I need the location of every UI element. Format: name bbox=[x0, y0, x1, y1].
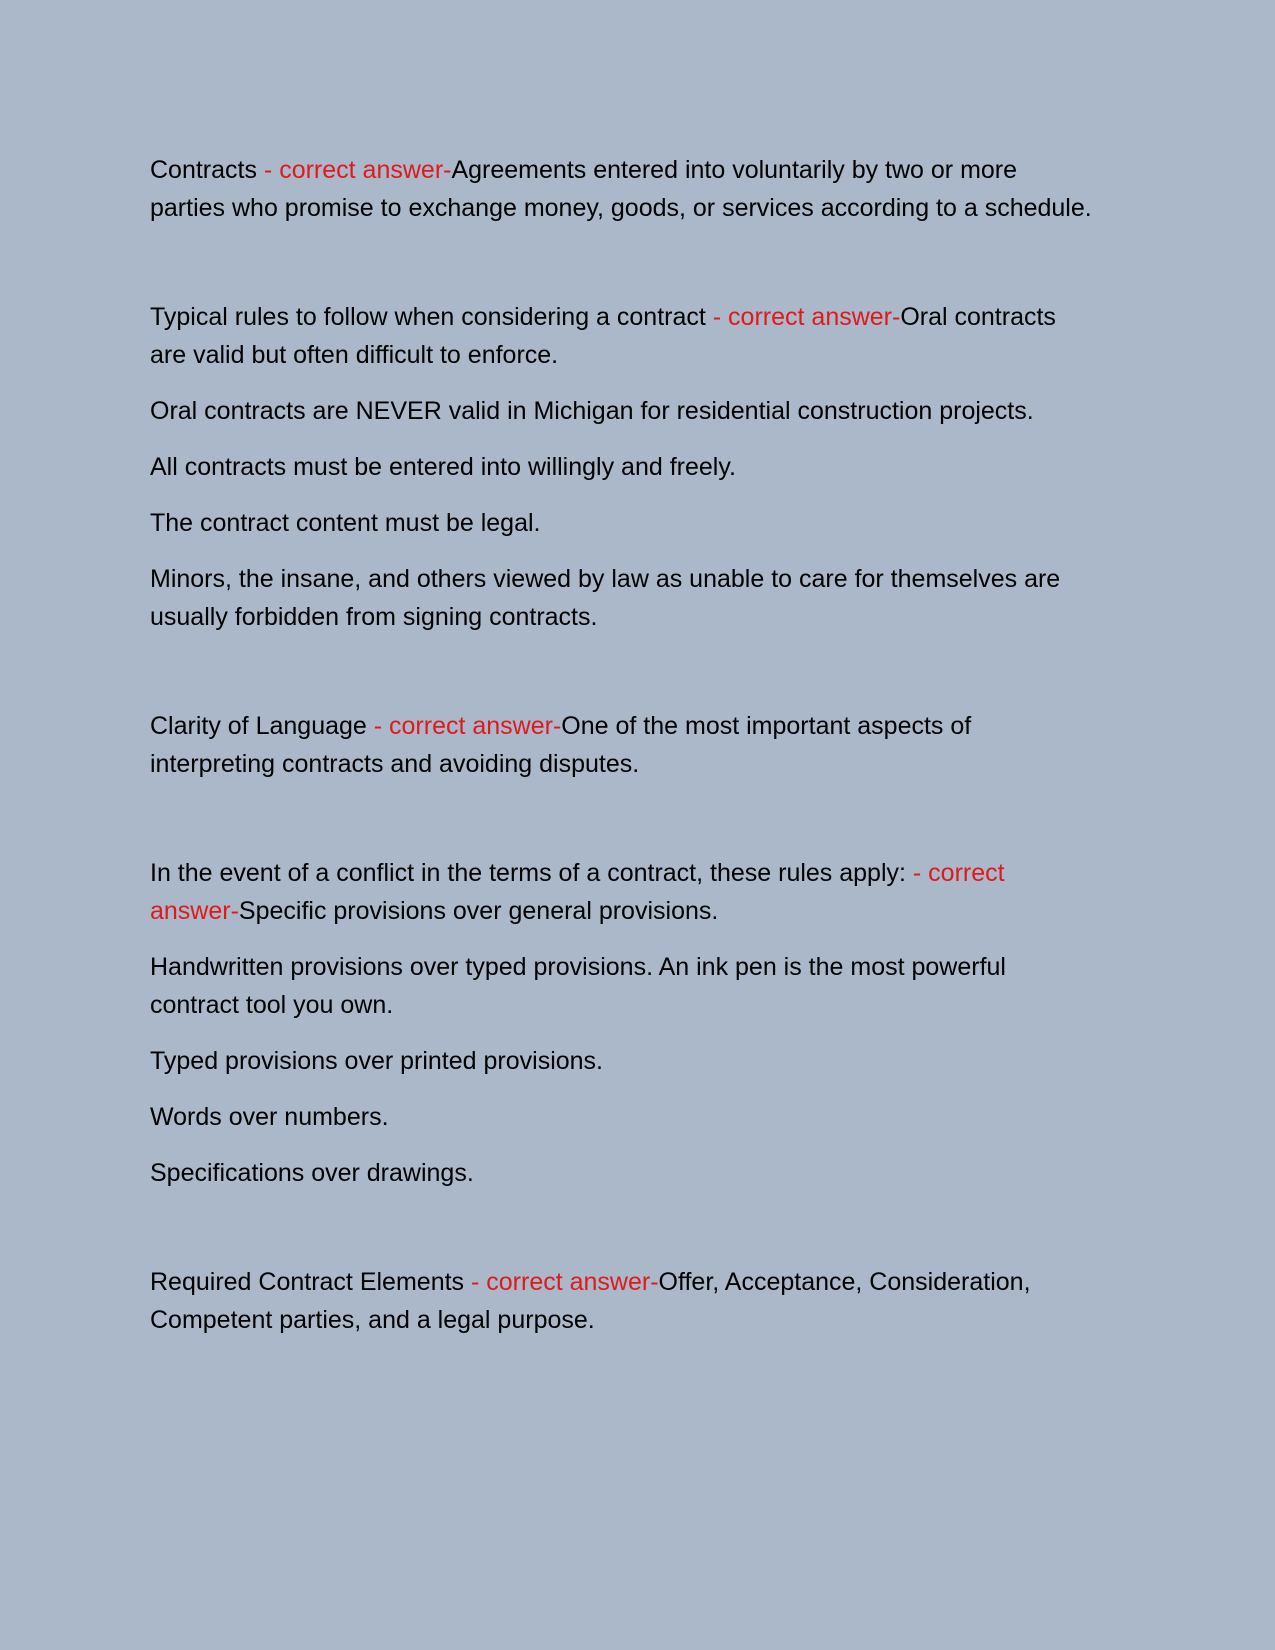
correct-answer-marker: - correct answer- bbox=[256, 156, 452, 184]
qa-entry-contracts bbox=[150, 151, 1095, 227]
answer-text: Oral contracts are valid but often difficult to enforce. bbox=[150, 303, 1056, 369]
question-text: Clarity of Language bbox=[150, 712, 367, 740]
answer-text: Specific provisions over general provisions. bbox=[238, 897, 719, 925]
question-text: Contracts bbox=[150, 156, 257, 184]
answer-paragraph: Typed provisions over printed provisions. bbox=[150, 1047, 604, 1075]
qa-question-line bbox=[150, 151, 1095, 227]
answer-paragraph: Handwritten provisions over typed provisions. An ink pen is the most powerful contract tool you own. bbox=[150, 953, 1006, 1019]
correct-answer-marker: - correct answer- bbox=[464, 1268, 659, 1296]
qa-question-line bbox=[150, 707, 1095, 783]
qa-question-line bbox=[150, 854, 1095, 930]
question-text: Typical rules to follow when considering a contract bbox=[150, 303, 706, 331]
answer-text: Agreements entered into voluntarily by two or more parties who promise to exchange money, goods, or services according to a schedule. bbox=[150, 156, 1092, 222]
correct-answer-marker: - correct answer- bbox=[705, 303, 901, 331]
answer-text: Offer, Acceptance, Consideration, Competent parties, and a legal purpose. bbox=[150, 1268, 1031, 1334]
qa-entry-conflict-rules bbox=[150, 854, 1095, 1192]
answer-paragraph: Minors, the insane, and others viewed by law as unable to care for themselves are usually forbidden from signing contracts. bbox=[150, 565, 1061, 631]
qa-entry-required-elements bbox=[150, 1263, 1095, 1339]
answer-paragraph: Specifications over drawings. bbox=[150, 1159, 474, 1187]
qa-question-line bbox=[150, 298, 1095, 374]
answer-paragraph: Oral contracts are NEVER valid in Michigan for residential construction projects. bbox=[150, 397, 1034, 425]
qa-question-line bbox=[150, 1263, 1095, 1339]
question-text: In the event of a conflict in the terms of a contract, these rules apply: bbox=[150, 859, 906, 887]
answer-paragraph: The contract content must be legal. bbox=[150, 509, 541, 537]
answer-text: One of the most important aspects of interpreting contracts and avoiding disputes. bbox=[150, 712, 972, 778]
qa-entry-clarity-of-language bbox=[150, 707, 1095, 783]
answer-paragraph: Words over numbers. bbox=[150, 1103, 389, 1131]
correct-answer-marker: - correct answer- bbox=[150, 859, 1005, 925]
correct-answer-marker: - correct answer- bbox=[366, 712, 562, 740]
answer-paragraph: All contracts must be entered into willingly and freely. bbox=[150, 453, 736, 481]
qa-entry-typical-rules bbox=[150, 298, 1095, 636]
question-text: Required Contract Elements bbox=[150, 1268, 465, 1296]
